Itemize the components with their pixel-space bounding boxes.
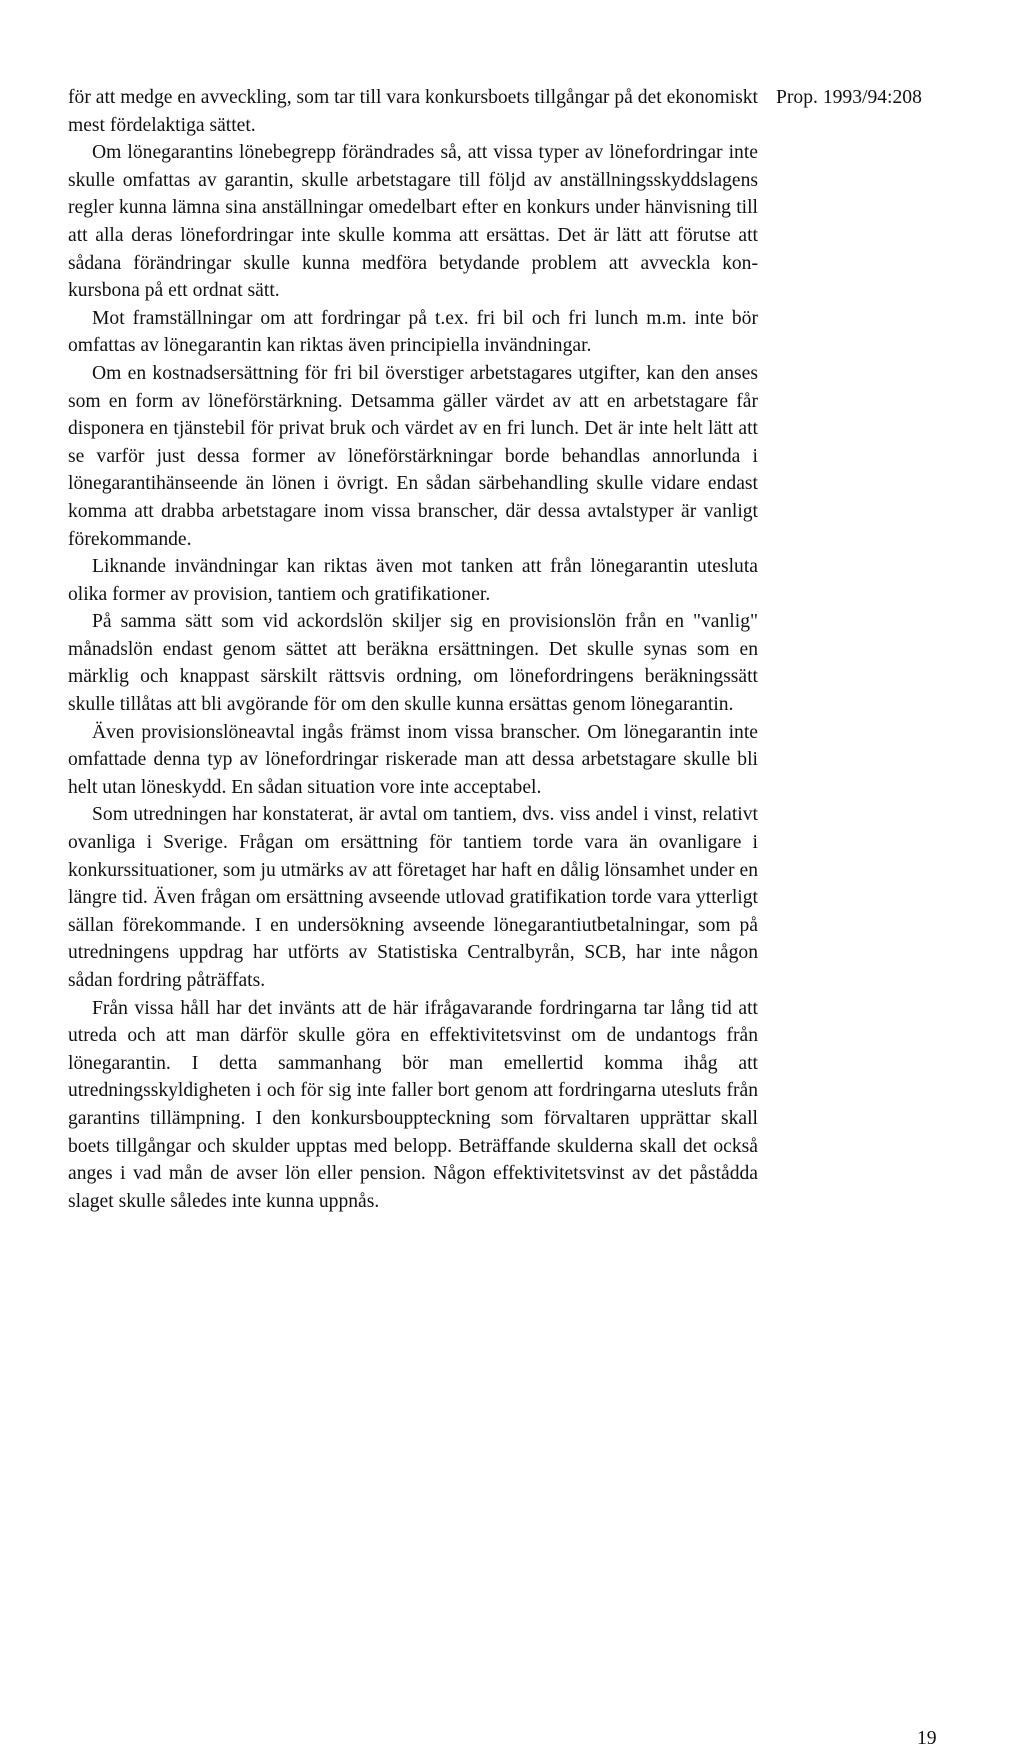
paragraph: Om lönegarantins lönebegrepp förändrades så, att vissa typer av lönefordringar inte skulle omfattas av garantin, skulle arbetstagare till följd av anställningsskyddslagens regler kunna lämna sina anställningar omedelbart efter en konkurs under hänvisning till att alla deras lönefordringar inte skulle komma att ersättas. Det är lätt att förutse att sådana förändringar skulle kunna medföra betydande problem att avveckla konkursbona på ett ordnat sätt. [68, 142, 758, 302]
paragraph: Om en kostnadsersättning för fri bil överstiger arbetstagares utgifter, kan den anses som en form av löneförstärkning. Detsamma gäller värdet av att en arbetstagare får disponera en tjänstebil för privat bruk och värdet av en fri lunch. Det är inte helt lätt att se varför just dessa former av löneförstärkningar borde behandlas annorlunda i lönegarantihänseende än lönen i övrigt. En sådan särbehandling skulle vidare endast komma att drabba arbetstagare inom vissa branscher, där dessa avtalstyper är vanligt förekommande. [68, 362, 758, 550]
paragraph: Mot framställningar om att fordringar på t.ex. fri bil och fri lunch m.m. inte bör omfattas av lönegarantin kan riktas även principiella invändningar. [68, 307, 758, 357]
proposition-reference: Prop. 1993/94:208 [776, 87, 922, 108]
paragraph: Även provisionslöneavtal ingås främst inom vissa branscher. Om lönegarantin inte omfattade denna typ av lönefordringar riskerade man att dessa arbetstagare skulle bli helt utan löneskydd. En sådan situation vore inte acceptabel. [68, 721, 758, 798]
page-number: 19 [917, 1728, 937, 1749]
paragraph: Liknande invändningar kan riktas även mot tanken att från lönegarantin utesluta olika former av provision, tantiem och gratifikationer. [68, 556, 758, 605]
paragraph: Som utredningen har konstaterat, är avtal om tantiem, dvs. viss andel i vinst, relativt ovanliga i Sverige. Frågan om ersättning för tantiem torde vara än ovanligare i konkurssituationer, som ju utmärks av att företaget har haft en dålig lönsamhet under en längre tid. Även frågan om ersättning avseende utlovad gratifikation torde vara ytterligt sällan förekommande. I en undersökning avseende lönegarantiutbetalningar, som på utredningens uppdrag har utförts av Statistiska Centralbyrån, SCB, har inte någon sådan fordring påträffats. [68, 804, 758, 991]
paragraph: På samma sätt som vid ackordslön skiljer sig en provisionslön från en "vanlig" månadslön endast genom sättet att beräkna ersättningen. Det skulle synas som en märklig och knappast särskilt rättsvis ordning, om lönefordringens beräkningssätt skulle tillåtas att bli avgörande för om den skulle kunna ersättas genom lönegarantin. [68, 611, 758, 716]
paragraph: Från vissa håll har det invänts att de här ifrågavarande fordringarna tar lång tid att utreda och att man därför skulle göra en effektivitetsvinst om de undantogs från lönegarantin. I detta sammanhang bör man emellertid komma ihåg att utredningsskyldigheten i och för sig inte faller bort genom att fordringarna utesluts från garantins tillämpning. I den konkursbouppteckning som förvaltaren upprättar skall boets tillgångar och skulder upptas med belopp. Beträffande skulderna skall det också anges i vad mån de avser lön eller pension. Någon effektivitetsvinst av det påstådda slaget skulle således inte kunna uppnås. [68, 997, 758, 1212]
paragraph: för att medge en avveckling, som tar till vara konkursboets tillgångar på det ekonomiskt mest fördelaktiga sättet. [68, 87, 758, 136]
body-text [68, 84, 758, 1215]
